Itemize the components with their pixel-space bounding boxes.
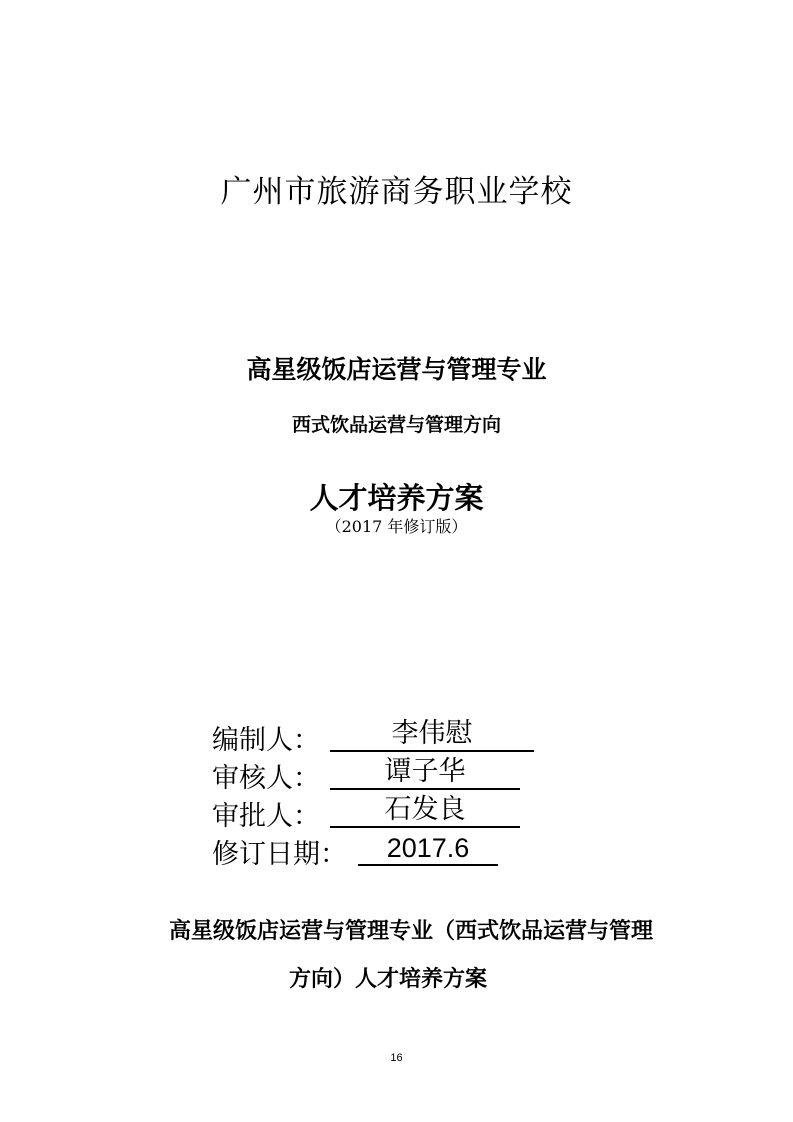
reviewer-label: 审核人： — [212, 763, 320, 794]
editor-label: 编制人： — [212, 725, 320, 756]
reviewer-value: 谭子华 — [330, 756, 520, 790]
school-name: 广州市旅游商务职业学校 — [220, 174, 573, 210]
body-title-line-2: 方向）人才培养方案 — [289, 967, 488, 992]
major-title: 高星级饭店运营与管理专业 — [246, 355, 547, 384]
revision-date-label: 修订日期： — [212, 839, 347, 870]
approver-label: 审批人： — [212, 801, 320, 832]
body-title-line-1: 高星级饭店运营与管理专业（西式饮品运营与管理 — [169, 919, 654, 944]
page-number: 16 — [390, 1052, 403, 1064]
revision-date-value: 2017.6 — [358, 832, 498, 866]
plan-title: 人才培养方案 — [309, 481, 484, 515]
direction-title: 西式饮品运营与管理方向 — [291, 414, 501, 436]
revision-note: （2017 年修订版） — [325, 517, 468, 536]
editor-value: 李伟慰 — [330, 718, 534, 752]
approver-value: 石发良 — [330, 794, 520, 828]
